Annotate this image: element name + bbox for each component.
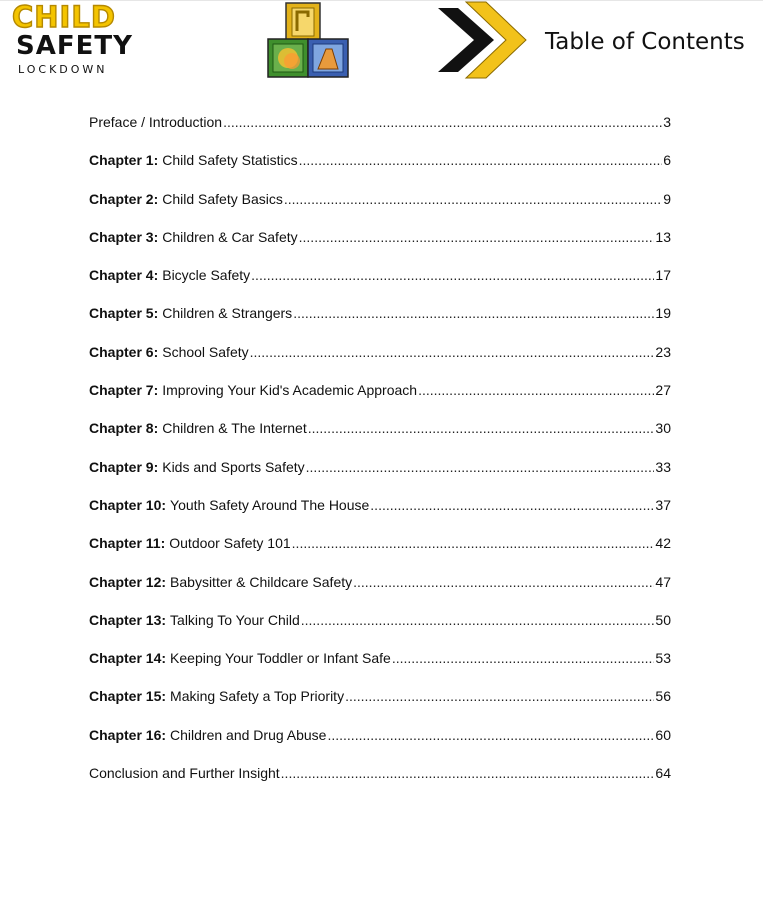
toc-chapter-number: Chapter 3: xyxy=(89,228,159,245)
toc-page-number: 19 xyxy=(655,305,671,322)
toc-entry[interactable] xyxy=(89,457,671,495)
toc-chapter-number: Chapter 11: xyxy=(89,535,166,552)
toc-chapter-number: Chapter 1: xyxy=(89,152,159,169)
toc-entry[interactable] xyxy=(89,725,671,763)
toc-dot-leader xyxy=(281,763,655,783)
toc-dot-leader xyxy=(250,342,655,362)
toc-chapter-number: Chapter 15: xyxy=(89,688,167,705)
toc-page-number: 64 xyxy=(655,765,671,782)
toc-page-number: 17 xyxy=(655,267,671,284)
toc-dot-leader xyxy=(392,648,655,668)
table-of-contents xyxy=(89,112,671,801)
toc-chapter-number: Chapter 12: xyxy=(89,573,167,590)
toc-entry-title: Children & The Internet xyxy=(162,420,307,437)
toc-dot-leader xyxy=(418,380,654,400)
toc-page-number: 27 xyxy=(655,382,671,399)
toc-dot-leader xyxy=(306,457,655,477)
toc-dot-leader xyxy=(223,112,662,132)
toc-entry-title: Keeping Your Toddler or Infant Safe xyxy=(170,650,391,667)
toc-entry-title: Children & Car Safety xyxy=(162,228,298,245)
toc-page-number: 30 xyxy=(655,420,671,437)
toc-entry-title: Outdoor Safety 101 xyxy=(169,535,291,552)
page-header xyxy=(0,0,763,90)
page-title: Table of Contents xyxy=(545,29,745,55)
toc-entry[interactable] xyxy=(89,112,671,150)
toc-entry[interactable] xyxy=(89,227,671,265)
toc-entry-title: Bicycle Safety xyxy=(162,267,251,284)
toc-dot-leader xyxy=(345,686,654,706)
toc-entry[interactable] xyxy=(89,418,671,456)
toc-chapter-number: Chapter 5: xyxy=(89,305,159,322)
toc-dot-leader xyxy=(292,533,655,553)
toc-chapter-number: Chapter 16: xyxy=(89,726,167,743)
toc-entry-title: Youth Safety Around The House xyxy=(170,496,370,513)
toc-entry[interactable] xyxy=(89,648,671,686)
toc-entry[interactable] xyxy=(89,572,671,610)
toc-entry-title: Children & Strangers xyxy=(162,305,293,322)
toc-dot-leader xyxy=(308,418,655,438)
toc-page-number: 3 xyxy=(663,114,671,130)
toc-chapter-number: Chapter 13: xyxy=(89,611,167,628)
logo-line-child: CHILD xyxy=(12,0,116,34)
toc-entry-title: Making Safety a Top Priority xyxy=(170,688,345,705)
toc-chapter-number: Chapter 4: xyxy=(89,267,159,284)
toc-entry-title: School Safety xyxy=(162,343,249,360)
toc-dot-leader xyxy=(299,227,655,247)
logo-line-safety: SAFETY xyxy=(16,31,133,61)
toc-page-number: 13 xyxy=(655,228,671,245)
toc-dot-leader xyxy=(284,189,662,209)
toc-dot-leader xyxy=(299,150,663,170)
toc-page-number: 42 xyxy=(655,535,671,552)
toc-entry[interactable] xyxy=(89,380,671,418)
toc-entry-title: Improving Your Kid's Academic Approach xyxy=(162,382,418,399)
toc-dot-leader xyxy=(251,265,654,285)
toc-page-number: 33 xyxy=(655,458,671,475)
toc-entry-title: Babysitter & Childcare Safety xyxy=(170,573,353,590)
toc-page-number: 50 xyxy=(655,611,671,628)
toc-page-number: 37 xyxy=(655,496,671,513)
toc-entry-title: Preface / Introduction xyxy=(89,114,223,130)
toc-chapter-number: Chapter 2: xyxy=(89,190,159,207)
toc-entry[interactable] xyxy=(89,265,671,303)
toc-entry[interactable] xyxy=(89,533,671,571)
toc-entry[interactable] xyxy=(89,303,671,341)
abc-blocks-icon xyxy=(266,1,352,81)
toc-entry-title: Conclusion and Further Insight xyxy=(89,765,280,782)
child-safety-lockdown-logo xyxy=(12,2,142,82)
toc-entry[interactable] xyxy=(89,189,671,227)
toc-dot-leader xyxy=(353,572,654,592)
toc-dot-leader xyxy=(293,303,654,323)
toc-entry-title: Child Safety Statistics xyxy=(162,152,298,169)
toc-page-number: 9 xyxy=(663,190,671,207)
toc-entry[interactable] xyxy=(89,495,671,533)
toc-entry[interactable] xyxy=(89,686,671,724)
logo-line-lockdown: LOCKDOWN xyxy=(18,63,108,76)
toc-entry[interactable] xyxy=(89,763,671,801)
toc-page-number: 6 xyxy=(663,152,671,169)
toc-dot-leader xyxy=(327,725,654,745)
toc-chapter-number: Chapter 7: xyxy=(89,382,159,399)
toc-entry-title: Kids and Sports Safety xyxy=(162,458,305,475)
toc-chapter-number: Chapter 9: xyxy=(89,458,159,475)
toc-page-number: 60 xyxy=(655,726,671,743)
toc-entry[interactable] xyxy=(89,342,671,380)
toc-chapter-number: Chapter 6: xyxy=(89,343,159,360)
toc-page-number: 53 xyxy=(655,650,671,667)
toc-page-number: 47 xyxy=(655,573,671,590)
toc-chapter-number: Chapter 14: xyxy=(89,650,167,667)
toc-entry-title: Talking To Your Child xyxy=(170,611,300,628)
toc-page-number: 56 xyxy=(655,688,671,705)
toc-chapter-number: Chapter 8: xyxy=(89,420,159,437)
toc-page-number: 23 xyxy=(655,343,671,360)
toc-entry[interactable] xyxy=(89,150,671,188)
toc-entry[interactable] xyxy=(89,610,671,648)
toc-entry-title: Children and Drug Abuse xyxy=(170,726,327,743)
toc-chapter-number: Chapter 10: xyxy=(89,496,167,513)
toc-dot-leader xyxy=(370,495,654,515)
chevron-right-icon xyxy=(436,0,528,80)
toc-dot-leader xyxy=(301,610,655,630)
toc-entry-title: Child Safety Basics xyxy=(162,190,283,207)
